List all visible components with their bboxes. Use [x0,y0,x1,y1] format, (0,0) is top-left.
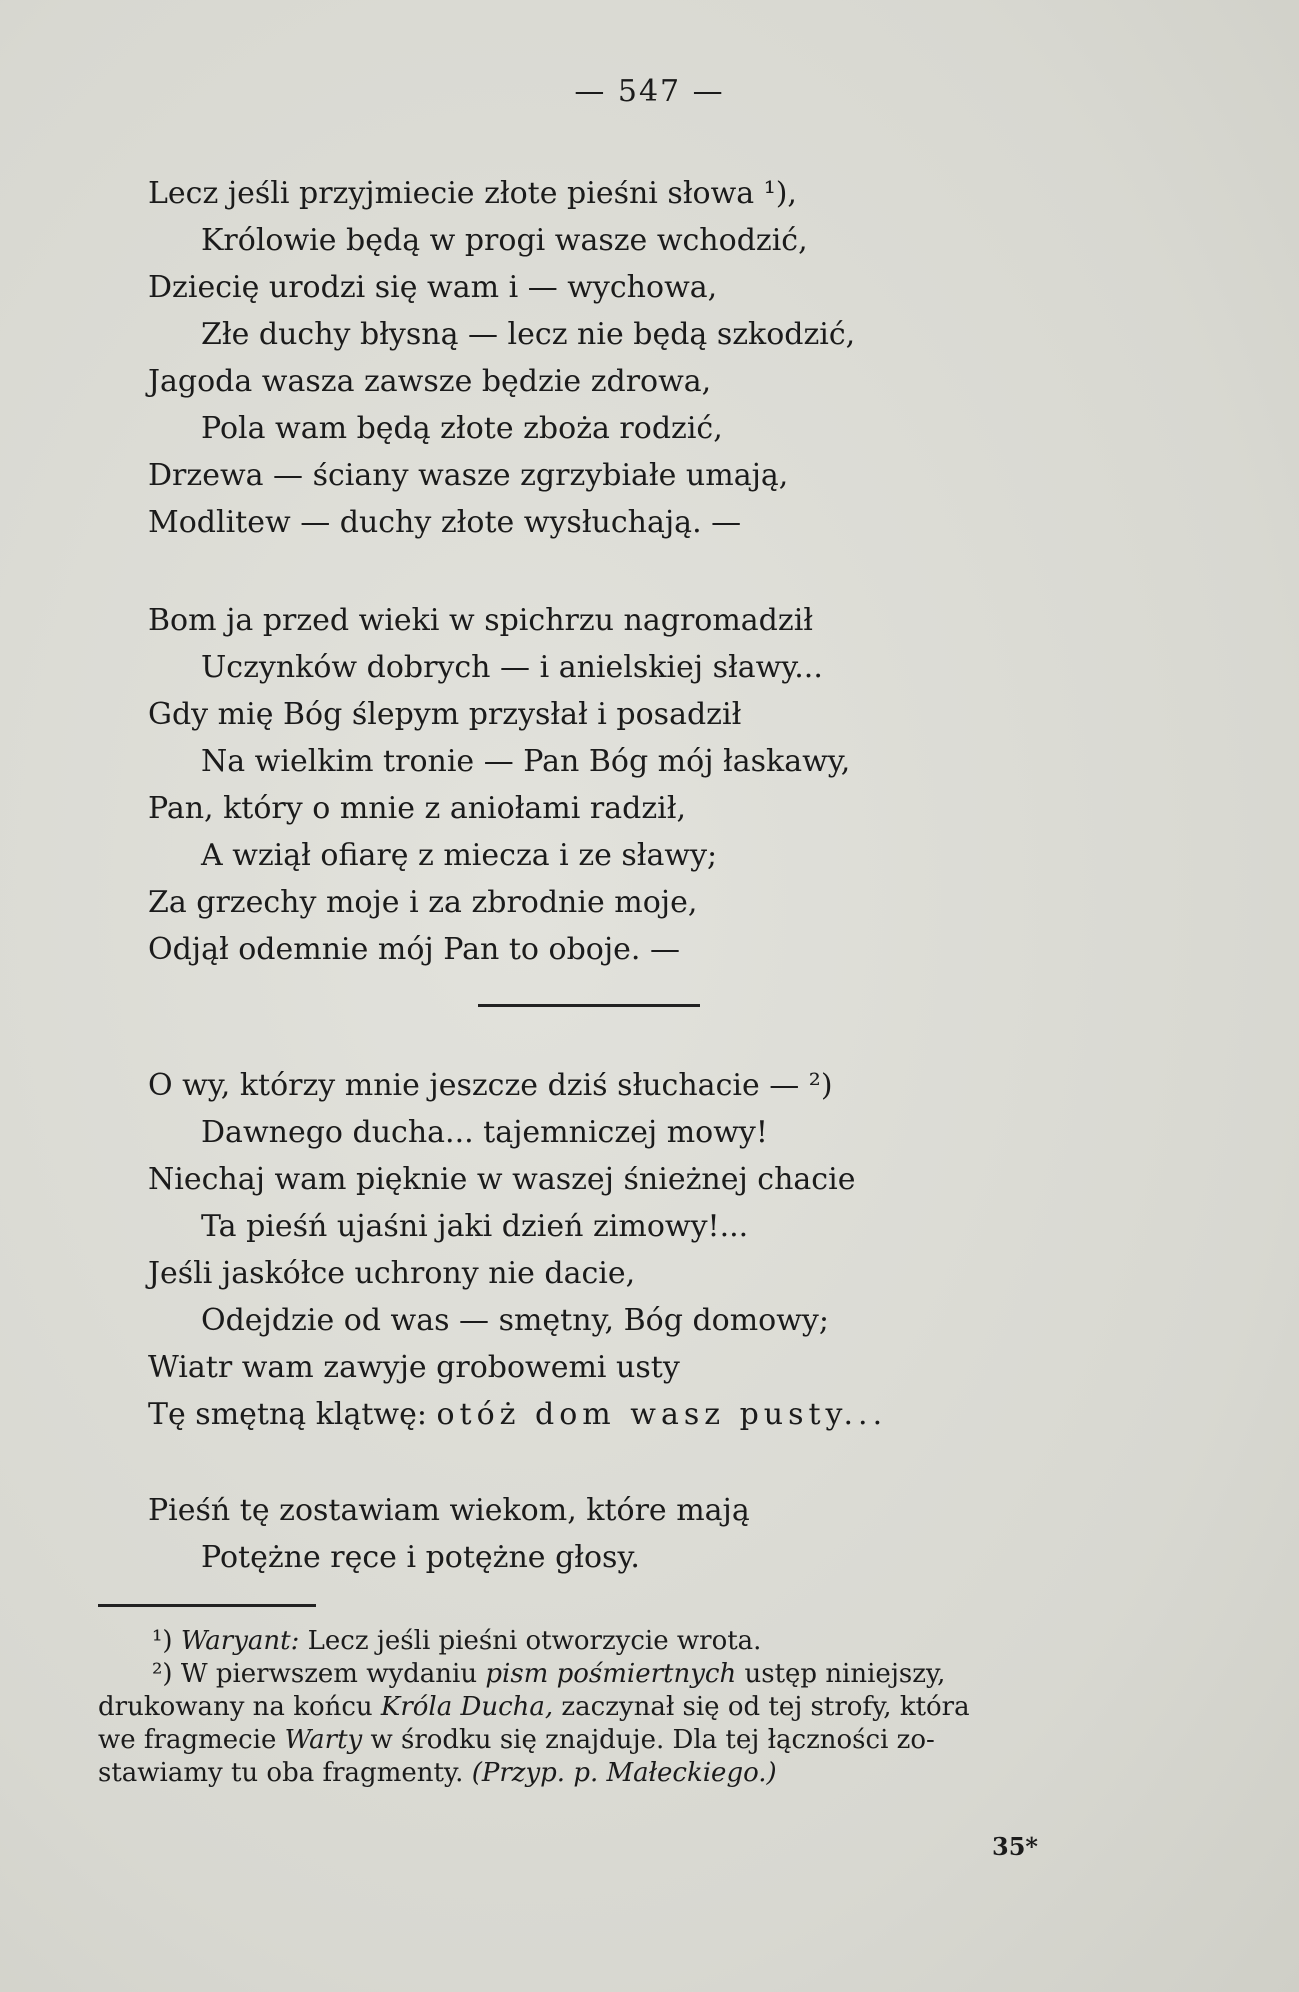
verse-line: Wiatr wam zawyje grobowemi usty [148,1350,680,1385]
verse-line: Gdy mię Bóg ślepym przysłał i posadził [148,697,742,732]
footnote-italic: (Przyp. p. Małeckiego.) [471,1758,777,1788]
verse-line: Ta pieśń ujaśni jaki dzień zimowy!... [201,1209,749,1244]
verse-line: Niechaj wam pięknie w waszej śnieżnej chacie [148,1162,856,1197]
verse-line: Pan, który o mnie z aniołami radził, [148,791,686,826]
footnote-text: zaczynał się od tej strofy, która [553,1692,970,1722]
footnote-divider [98,1604,316,1607]
verse-line: Na wielkim tronie — Pan Bóg mój łaskawy, [201,744,851,779]
stanza-3 [148,1062,1148,1438]
footnote-italic: Króla Ducha, [380,1692,554,1722]
verse-line: Królowie będą w progi wasze wchodzić, [201,223,808,258]
footnote-italic: pism pośmiertnych [485,1659,737,1689]
footnote-1 [98,1625,1098,1658]
stanza-2 [148,597,1148,973]
stanza-1 [148,170,1148,546]
stanza-4 [148,1487,1148,1581]
footnote-text: w środku się znajduje. Dla tej łączności zo- [362,1725,935,1755]
verse-line: Uczynków dobrych — i anielskiej sławy... [201,650,823,685]
verse-line: Potężne ręce i potężne głosy. [201,1540,640,1575]
verse-line: Drzewa — ściany wasze zgrzybiałe umają, [148,458,789,493]
footnote-label: Waryant: [180,1626,300,1656]
footnote-text: drukowany na końcu [98,1692,381,1722]
footnote-text: Lecz jeśli pieśni otworzycie wrota. [299,1626,762,1656]
footnote-text: W pierwszem wydaniu [172,1659,486,1689]
verse-line: O wy, którzy mnie jeszcze dziś słuchacie — ²) [148,1068,833,1103]
footnote-text: ustęp niniejszy, [736,1659,946,1689]
verse-line: Za grzechy moje i za zbrodnie moje, [148,885,698,920]
verse-line: Pieśń tę zostawiam wiekom, które mają [148,1493,750,1528]
verse-line: Modlitew — duchy złote wysłuchają. — [148,505,742,540]
verse-line: Odejdzie od was — smętny, Bóg domowy; [201,1303,829,1338]
verse-line: Jeśli jaskółce uchrony nie dacie, [148,1256,636,1291]
verse-line: Odjął odemnie mój Pan to oboje. — [148,932,680,967]
footnote-text: we fragmecie [98,1725,285,1755]
section-divider [478,1004,700,1007]
verse-text-spaced: otóż dom wasz pusty... [436,1397,888,1432]
footnote-mark: ²) [152,1659,173,1689]
footnotes [98,1625,1098,1790]
page-number: — 547 — [574,74,725,109]
verse-line: Jagoda wasza zawsze będzie zdrowa, [148,364,712,399]
footnote-mark: ¹) [152,1626,173,1656]
footnote-2 [98,1658,1098,1691]
verse-line: A wziął ofiarę z miecza i ze sławy; [201,838,718,873]
verse-line: Złe duchy błysną — lecz nie będą szkodzić, [201,317,856,352]
verse-line: Bom ja przed wieki w spichrzu nagromadził [148,603,814,638]
footnote-italic: Warty [284,1725,363,1755]
verse-line: Dawnego ducha... tajemniczej mowy! [201,1115,768,1150]
signature-mark: 35* [992,1832,1038,1861]
footnote-2-cont [98,1691,1098,1724]
verse-line: Pola wam będą złote zboża rodzić, [201,411,723,446]
verse-line: Lecz jeśli przyjmiecie złote pieśni słowa ¹), [148,176,797,211]
verse-text: Tę smętną klątwę: [148,1397,437,1432]
verse-line: Dziecię urodzi się wam i — wychowa, [148,270,718,305]
verse-line [148,1391,1148,1438]
footnote-2-cont [98,1724,1098,1757]
footnote-text: stawiamy tu oba fragmenty. [98,1758,472,1788]
footnote-2-cont [98,1757,1098,1790]
